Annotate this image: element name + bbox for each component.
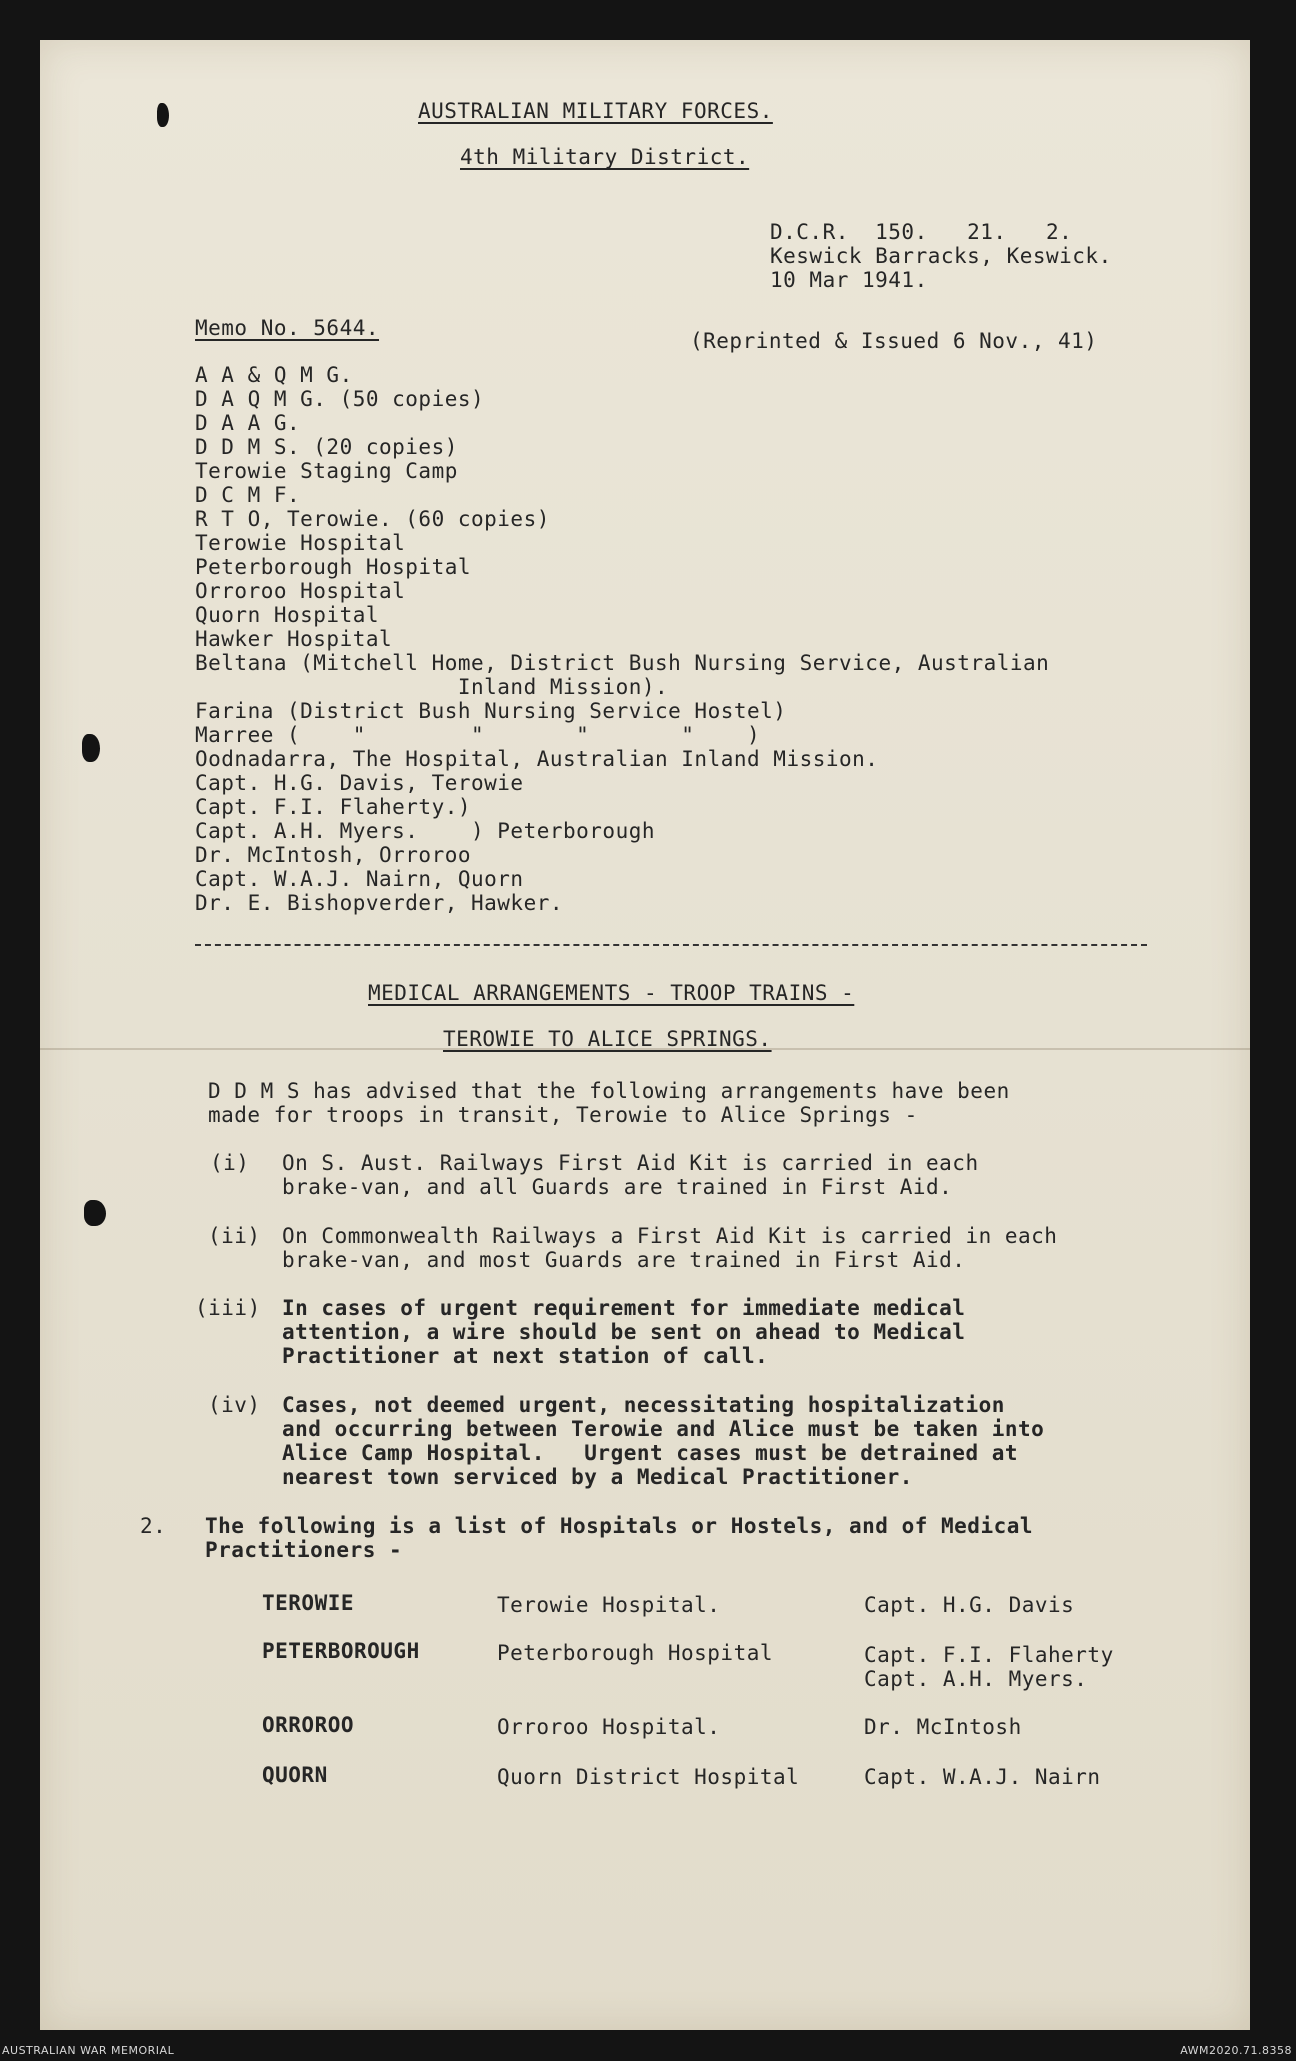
document-subtitle: 4th Military District.	[460, 145, 750, 169]
list-item: Dr. McIntosh, Orroroo	[195, 843, 472, 867]
paragraph-line: made for troops in transit, Terowie to Alice Springs -	[208, 1103, 918, 1127]
punch-hole-lower	[84, 1200, 106, 1226]
list-item: Inland Mission).	[195, 675, 669, 699]
item-line: Cases, not deemed urgent, necessitating hospitalization	[282, 1393, 1005, 1417]
footer-credit: AUSTRALIAN WAR MEMORIAL	[2, 2044, 175, 2057]
punch-hole-top	[157, 103, 169, 127]
list-item: Farina (District Bush Nursing Service Hostel)	[195, 699, 787, 723]
item-line: Practitioner at next station of call.	[282, 1344, 769, 1368]
list-item: R T O, Terowie. (60 copies)	[195, 507, 550, 531]
item-number: (ii)	[208, 1224, 261, 1248]
list-item: Capt. W.A.J. Nairn, Quorn	[195, 867, 524, 891]
item-line: and occurring between Terowie and Alice must be taken into	[282, 1417, 1045, 1441]
section-heading: MEDICAL ARRANGEMENTS - TROOP TRAINS -	[368, 981, 855, 1005]
town-cell: PETERBOROUGH	[262, 1639, 420, 1663]
list-item: D C M F.	[195, 483, 301, 507]
list-item: D D M S. (20 copies)	[195, 435, 458, 459]
list-item: Oodnadarra, The Hospital, Australian Inland Mission.	[195, 747, 879, 771]
doctor-cell: Capt. F.I. Flaherty	[864, 1643, 1114, 1667]
hospital-cell: Orroroo Hospital.	[497, 1715, 721, 1739]
place-line: Keswick Barracks, Keswick.	[770, 244, 1112, 268]
punch-hole-middle	[82, 734, 100, 762]
section-subheading: TEROWIE TO ALICE SPRINGS.	[443, 1027, 772, 1051]
item-line: In cases of urgent requirement for immediate medical	[282, 1296, 966, 1320]
town-cell: TEROWIE	[262, 1591, 355, 1615]
document-title: AUSTRALIAN MILITARY FORCES.	[418, 99, 773, 123]
hospital-cell: Quorn District Hospital	[497, 1765, 800, 1789]
list-item: Capt. A.H. Myers. ) Peterborough	[195, 819, 656, 843]
list-item: Peterborough Hospital	[195, 555, 472, 579]
item-line: brake-van, and most Guards are trained in First Aid.	[282, 1248, 966, 1272]
paragraph-line: The following is a list of Hospitals or Hostels, and of Medical	[205, 1514, 1034, 1538]
list-item: D A A G.	[195, 411, 301, 435]
list-item: A A & Q M G.	[195, 363, 353, 387]
doctor-cell: Capt. H.G. Davis	[864, 1593, 1075, 1617]
item-line: brake-van, and all Guards are trained in First Aid.	[282, 1175, 953, 1199]
paragraph-line: D D M S has advised that the following arrangements have been	[208, 1079, 1010, 1103]
list-item: Terowie Hospital	[195, 531, 406, 555]
list-item: Orroroo Hospital	[195, 579, 406, 603]
town-cell: QUORN	[262, 1763, 328, 1787]
item-line: attention, a wire should be sent on ahead to Medical	[282, 1320, 966, 1344]
hospital-cell: Peterborough Hospital	[497, 1641, 774, 1665]
item-line: Alice Camp Hospital. Urgent cases must be detrained at	[282, 1441, 1019, 1465]
item-line: nearest town serviced by a Medical Practitioner.	[282, 1465, 913, 1489]
hospital-cell: Terowie Hospital.	[497, 1593, 721, 1617]
paragraph-number: 2.	[140, 1514, 167, 1538]
reference-number: D.C.R. 150. 21. 2.	[770, 220, 1073, 244]
list-item: Beltana (Mitchell Home, District Bush Nursing Service, Australian	[195, 651, 1050, 675]
list-item: D A Q M G. (50 copies)	[195, 387, 485, 411]
item-number: (i)	[210, 1151, 250, 1175]
list-item: Marree ( " " " " )	[195, 723, 761, 747]
date-line: 10 Mar 1941.	[770, 268, 928, 292]
paragraph-line: Practitioners -	[205, 1538, 403, 1562]
doctor-cell: Dr. McIntosh	[864, 1715, 1022, 1739]
item-line: On Commonwealth Railways a First Aid Kit is carried in each	[282, 1224, 1058, 1248]
item-line: On S. Aust. Railways First Aid Kit is carried in each	[282, 1151, 979, 1175]
doctor-cell: Capt. W.A.J. Nairn	[864, 1765, 1101, 1789]
list-item: Capt. H.G. Davis, Terowie	[195, 771, 524, 795]
doctor-cell: Capt. A.H. Myers.	[864, 1667, 1088, 1691]
footer-accession-number: AWM2020.71.8358	[1180, 2044, 1292, 2057]
list-item: Capt. F.I. Flaherty.)	[195, 795, 472, 819]
memo-number: Memo No. 5644.	[195, 316, 380, 340]
list-item: Hawker Hospital	[195, 627, 393, 651]
list-item: Quorn Hospital	[195, 603, 380, 627]
item-number: (iii)	[195, 1296, 261, 1320]
reprint-note: (Reprinted & Issued 6 Nov., 41)	[690, 329, 1098, 353]
item-number: (iv)	[208, 1393, 261, 1417]
town-cell: ORROROO	[262, 1713, 355, 1737]
list-item: Terowie Staging Camp	[195, 459, 458, 483]
dashed-divider	[195, 944, 1147, 946]
list-item: Dr. E. Bishopverder, Hawker.	[195, 891, 564, 915]
